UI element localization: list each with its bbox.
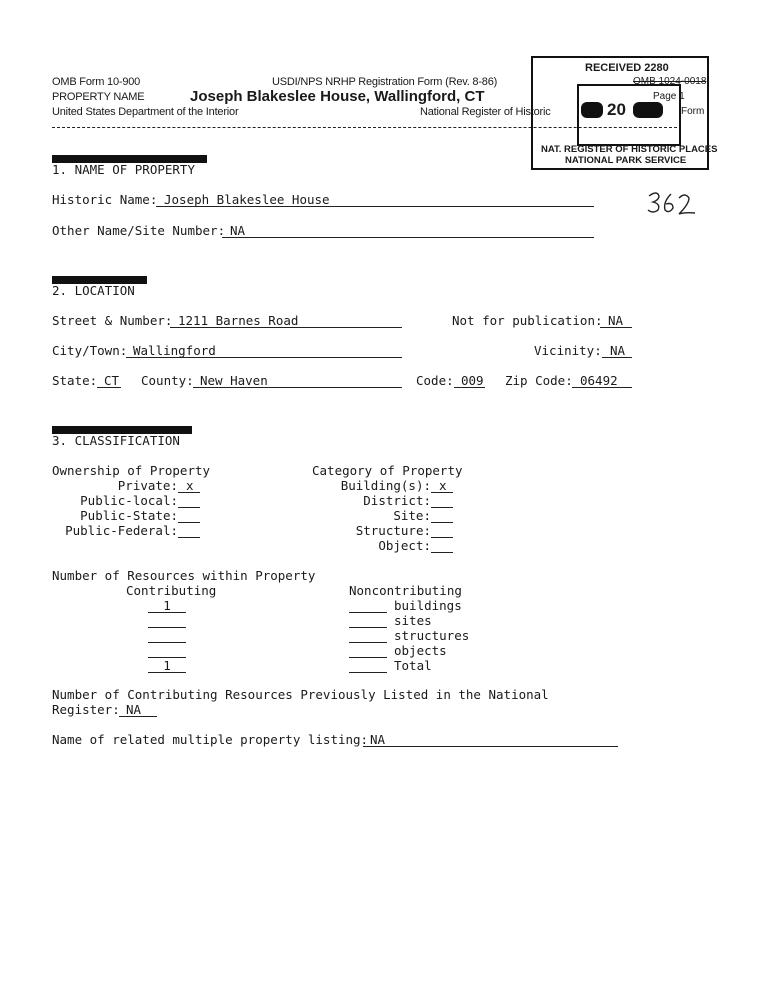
field-underline [454, 387, 485, 388]
historic-name-value: Joseph Blakeslee House [164, 192, 330, 207]
county-value: New Haven [200, 373, 268, 388]
form-title: USDI/NPS NRHP Registration Form (Rev. 8-86) [272, 76, 498, 88]
category-district-label: District: [363, 493, 431, 508]
ownership-public-state-label: Public-State: [80, 508, 178, 523]
category-object-label: Object: [378, 538, 431, 553]
stamp-page: Page 1 [653, 91, 685, 102]
field-underline [600, 327, 632, 328]
stamp-omb: OMB 1024-0018 [633, 76, 707, 87]
multiple-listing-value: NA [370, 732, 386, 747]
category-label: Category of Property [312, 463, 463, 478]
agency-name: United States Department of the Interior [52, 106, 239, 118]
vicinity-label: Vicinity: [534, 343, 602, 358]
previously-listed-value: NA [126, 702, 142, 717]
resource-type: structures [394, 628, 470, 643]
category-site-label: Site: [393, 508, 431, 523]
street-value: 1211 Barnes Road [178, 313, 299, 328]
ownership-public-local-label: Public-local: [80, 493, 178, 508]
other-name-label: Other Name/Site Number: [52, 223, 226, 238]
field-underline [148, 627, 186, 628]
field-underline [602, 357, 632, 358]
resource-type: objects [394, 643, 447, 658]
field-underline [572, 387, 632, 388]
resource-type: Total [394, 658, 432, 673]
handwritten-number [645, 188, 697, 222]
ownership-public-federal-label: Public-Federal: [65, 523, 178, 538]
field-underline [119, 716, 157, 717]
section-1-heading: 1. NAME OF PROPERTY [52, 162, 195, 177]
category-structure-label: Structure: [355, 523, 431, 538]
contributing-total: 1 [163, 658, 171, 673]
field-underline [431, 522, 453, 523]
code-value: 009 [461, 373, 484, 388]
field-underline [431, 492, 453, 493]
zip-label: Zip Code: [505, 373, 573, 388]
stamp-received: RECEIVED 2280 [585, 62, 669, 74]
stamp-ink-blot [633, 102, 663, 118]
field-underline [148, 642, 186, 643]
city-value: Wallingford [133, 343, 216, 358]
field-underline [431, 507, 453, 508]
field-underline [178, 537, 200, 538]
multiple-listing-label: Name of related multiple property listing: [52, 732, 369, 747]
field-underline [156, 206, 594, 207]
historic-name-label: Historic Name: [52, 192, 158, 207]
field-underline [126, 357, 402, 358]
field-underline [148, 672, 186, 673]
street-label: Street & Number: [52, 313, 173, 328]
code-label: Code: [416, 373, 454, 388]
contributing-buildings: 1 [163, 598, 171, 613]
stamp-park-service: NATIONAL PARK SERVICE [565, 155, 687, 166]
field-underline [178, 522, 200, 523]
resource-type: sites [394, 613, 432, 628]
ownership-private-value: x [186, 478, 194, 493]
register-name: National Register of Historic [420, 106, 551, 118]
stamp-ink-blot [581, 102, 603, 118]
category-building-value: x [439, 478, 447, 493]
zip-value: 06492 [580, 373, 618, 388]
field-underline [349, 642, 387, 643]
field-underline [363, 746, 618, 747]
vicinity-value: NA [610, 343, 626, 358]
field-underline [349, 672, 387, 673]
state-label: State: [52, 373, 98, 388]
register-label: Register: [52, 702, 120, 717]
field-underline [431, 537, 453, 538]
field-underline [349, 612, 387, 613]
stamp-form: Form [681, 106, 705, 117]
stamp-number: 20 [607, 100, 626, 119]
state-value: CT [104, 373, 120, 388]
previously-listed-label: Number of Contributing Resources Previously Listed in the National [52, 687, 549, 702]
field-underline [349, 657, 387, 658]
resources-label: Number of Resources within Property [52, 568, 316, 583]
field-underline [148, 612, 186, 613]
city-label: City/Town: [52, 343, 128, 358]
field-underline [178, 492, 200, 493]
field-underline [431, 552, 453, 553]
section-2-heading: 2. LOCATION [52, 283, 135, 298]
ownership-private-label: Private: [117, 478, 178, 493]
field-underline [222, 237, 594, 238]
not-for-publication-label: Not for publication: [452, 313, 603, 328]
county-label: County: [141, 373, 194, 388]
form-number: OMB Form 10-900 [52, 76, 141, 88]
category-building-label: Building(s): [340, 478, 431, 493]
property-title: Joseph Blakeslee House, Wallingford, CT [190, 88, 485, 105]
field-underline [170, 327, 402, 328]
section-3-heading: 3. CLASSIFICATION [52, 433, 180, 448]
field-underline [178, 507, 200, 508]
resource-type: buildings [394, 598, 462, 613]
field-underline [349, 627, 387, 628]
not-for-publication-value: NA [608, 313, 624, 328]
ownership-label: Ownership of Property [52, 463, 211, 478]
received-stamp [531, 56, 718, 170]
field-underline [193, 387, 402, 388]
contributing-label: Contributing [126, 583, 217, 598]
property-name-label: PROPERTY NAME [52, 91, 145, 103]
field-underline [97, 387, 121, 388]
stamp-register: NAT. REGISTER OF HISTORIC PLACES [541, 144, 718, 155]
other-name-value: NA [230, 223, 246, 238]
noncontributing-label: Noncontributing [349, 583, 462, 598]
